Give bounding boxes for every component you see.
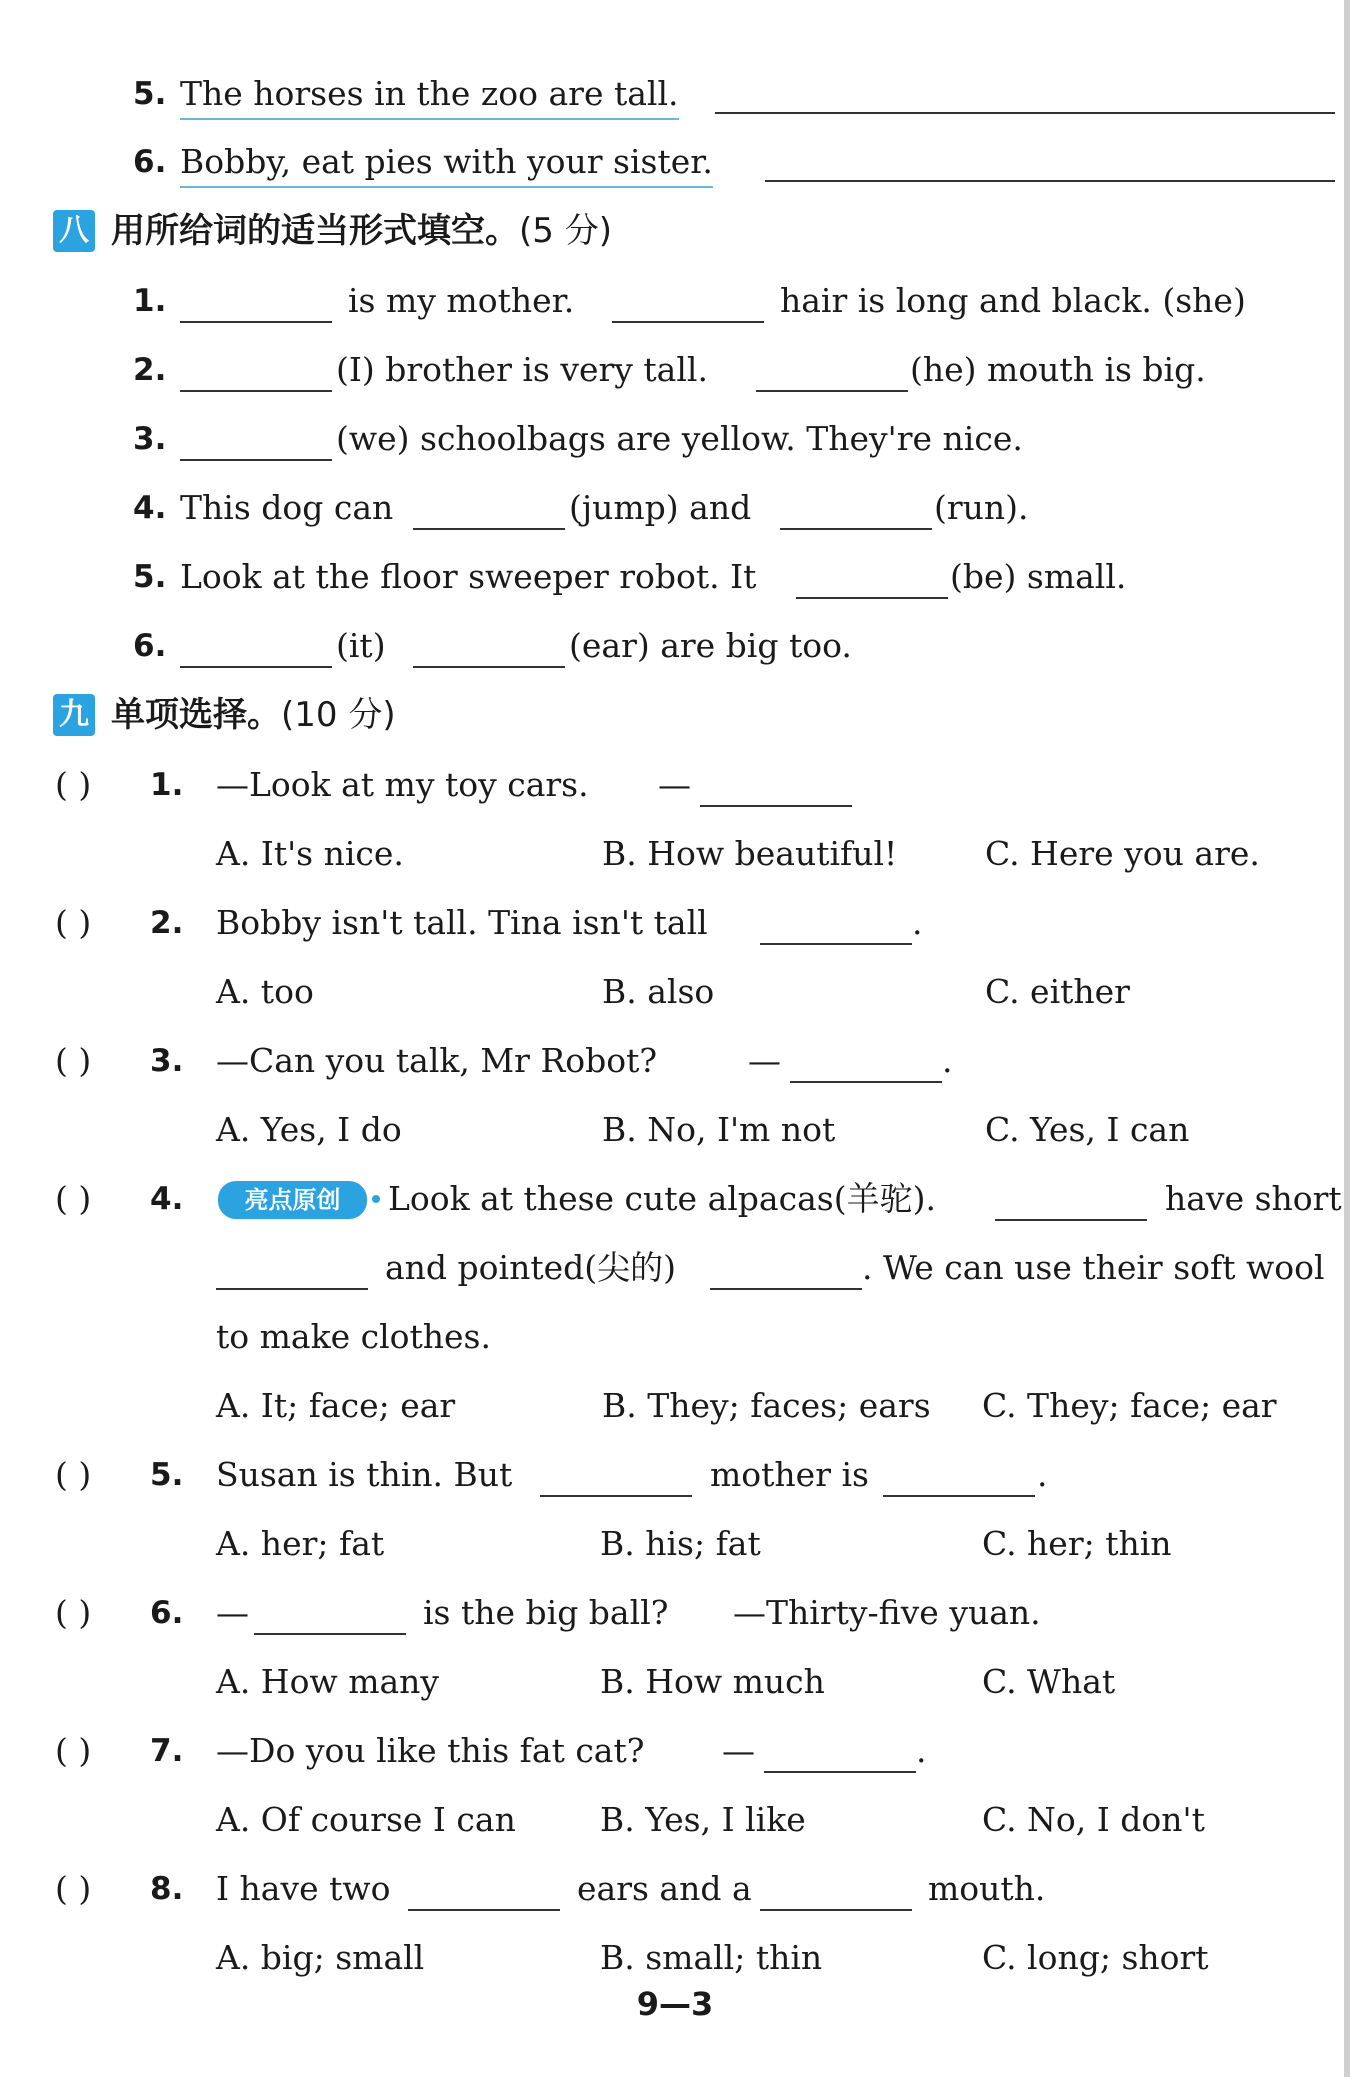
s9-options-3 <box>0 1106 1350 1154</box>
blank[interactable] <box>413 528 565 530</box>
option-c[interactable]: C. her; thin <box>982 1524 1172 1563</box>
answer-parens[interactable]: ( ) <box>55 903 92 942</box>
answer-parens[interactable]: ( ) <box>55 765 92 804</box>
s9-question-5: ( ) 5. Susan is thin. But mother is . <box>0 1451 1350 1499</box>
blank[interactable] <box>760 1909 912 1911</box>
option-b[interactable]: B. How much <box>600 1662 825 1701</box>
s9-question-4-line2: and pointed(尖的) . We can use their soft wool <box>0 1244 1350 1292</box>
answer-line[interactable] <box>765 180 1335 182</box>
s9-options-6 <box>0 1658 1350 1706</box>
section-title: 单项选择。(10 分) <box>111 695 396 735</box>
s9-question-1: ( ) 1. —Look at my toy cars. — <box>0 761 1350 809</box>
s9-question-7: ( ) 7. —Do you like this fat cat? — . <box>0 1727 1350 1775</box>
option-c[interactable]: C. Here you are. <box>985 834 1260 873</box>
tag-dot-icon <box>372 1195 380 1203</box>
blank[interactable] <box>180 321 332 323</box>
s8-item-1: 1. is my mother. hair is long and black. (she) <box>0 277 1350 325</box>
option-c[interactable]: C. long; short <box>982 1938 1209 1977</box>
s9-question-6: ( ) 6. — is the big ball? —Thirty-five yuan. <box>0 1589 1350 1637</box>
answer-line[interactable] <box>715 112 1335 114</box>
option-c[interactable]: C. Yes, I can <box>985 1110 1190 1149</box>
answer-parens[interactable]: ( ) <box>55 1869 92 1908</box>
blank[interactable] <box>995 1219 1147 1221</box>
s9-options-8 <box>0 1934 1350 1982</box>
s9-options-2 <box>0 968 1350 1016</box>
blank[interactable] <box>180 666 332 668</box>
p7-item-5: 5. The horses in the zoo are tall. <box>0 70 1350 118</box>
section-8-header <box>53 206 1303 256</box>
s8-item-5: 5. Look at the floor sweeper robot. It (be) small. <box>0 553 1350 601</box>
s9-options-4 <box>0 1382 1350 1430</box>
blank[interactable] <box>180 459 332 461</box>
option-c[interactable]: C. No, I don't <box>982 1800 1205 1839</box>
s9-question-4: ( ) 4. 亮点原创 Look at these cute alpacas(羊驼). have short <box>0 1175 1350 1223</box>
s9-question-3: ( ) 3. —Can you talk, Mr Robot? — . <box>0 1037 1350 1085</box>
blank[interactable] <box>413 666 565 668</box>
option-b[interactable]: B. his; fat <box>600 1524 761 1563</box>
option-b[interactable]: B. No, I'm not <box>602 1110 836 1149</box>
blank[interactable] <box>254 1633 406 1635</box>
p7-item-6-text: Bobby, eat pies with your sister. <box>180 138 713 188</box>
p7-item-5-text: The horses in the zoo are tall. <box>180 70 679 120</box>
s8-item-2: 2. (I) brother is very tall. (he) mouth is big. <box>0 346 1350 394</box>
blank[interactable] <box>796 597 948 599</box>
blank[interactable] <box>408 1909 560 1911</box>
s9-options-1 <box>0 830 1350 878</box>
option-b[interactable]: B. also <box>602 972 715 1011</box>
option-c[interactable]: C. either <box>985 972 1130 1011</box>
highlight-original-tag: 亮点原创 <box>218 1181 367 1219</box>
blank[interactable] <box>612 321 764 323</box>
blank[interactable] <box>790 1081 942 1083</box>
option-b[interactable]: B. They; faces; ears <box>602 1386 931 1425</box>
s9-question-4-line3: to make clothes. <box>216 1317 491 1356</box>
option-a[interactable]: A. too <box>216 972 314 1011</box>
blank[interactable] <box>883 1495 1035 1497</box>
option-b[interactable]: B. How beautiful! <box>602 834 898 873</box>
section-badge: 八 <box>53 210 95 252</box>
p7-item-6: 6. Bobby, eat pies with your sister. <box>0 138 1350 186</box>
answer-parens[interactable]: ( ) <box>55 1041 92 1080</box>
blank[interactable] <box>710 1288 862 1290</box>
answer-parens[interactable]: ( ) <box>55 1731 92 1770</box>
option-a[interactable]: A. It; face; ear <box>216 1386 456 1425</box>
option-c[interactable]: C. What <box>982 1662 1116 1701</box>
answer-parens[interactable]: ( ) <box>55 1455 92 1494</box>
s8-item-6: 6. (it) (ear) are big too. <box>0 622 1350 670</box>
section-badge: 九 <box>53 694 95 736</box>
section-9-header <box>53 690 1303 740</box>
option-a[interactable]: A. Of course I can <box>216 1800 516 1839</box>
s9-question-8: ( ) 8. I have two ears and a mouth. <box>0 1865 1350 1913</box>
section-title: 用所给词的适当形式填空。(5 分) <box>111 211 612 251</box>
answer-parens[interactable]: ( ) <box>55 1179 92 1218</box>
blank[interactable] <box>216 1288 368 1290</box>
option-a[interactable]: A. her; fat <box>216 1524 385 1563</box>
blank[interactable] <box>764 1771 916 1773</box>
option-b[interactable]: B. Yes, I like <box>600 1800 806 1839</box>
page-number: 9—3 <box>636 1985 714 2023</box>
option-a[interactable]: A. It's nice. <box>216 834 404 873</box>
s8-item-4: 4. This dog can (jump) and (run). <box>0 484 1350 532</box>
s8-item-3: 3. (we) schoolbags are yellow. They're nice. <box>0 415 1350 463</box>
s9-options-7 <box>0 1796 1350 1844</box>
blank[interactable] <box>780 528 932 530</box>
s9-options-5 <box>0 1520 1350 1568</box>
option-b[interactable]: B. small; thin <box>600 1938 823 1977</box>
blank[interactable] <box>540 1495 692 1497</box>
blank[interactable] <box>760 943 912 945</box>
blank[interactable] <box>180 390 332 392</box>
s9-question-2: ( ) 2. Bobby isn't tall. Tina isn't tall . <box>0 899 1350 947</box>
blank[interactable] <box>756 390 908 392</box>
option-a[interactable]: A. Yes, I do <box>216 1110 402 1149</box>
option-a[interactable]: A. big; small <box>216 1938 425 1977</box>
option-c[interactable]: C. They; face; ear <box>982 1386 1277 1425</box>
answer-parens[interactable]: ( ) <box>55 1593 92 1632</box>
option-a[interactable]: A. How many <box>216 1662 440 1701</box>
blank[interactable] <box>700 805 852 807</box>
